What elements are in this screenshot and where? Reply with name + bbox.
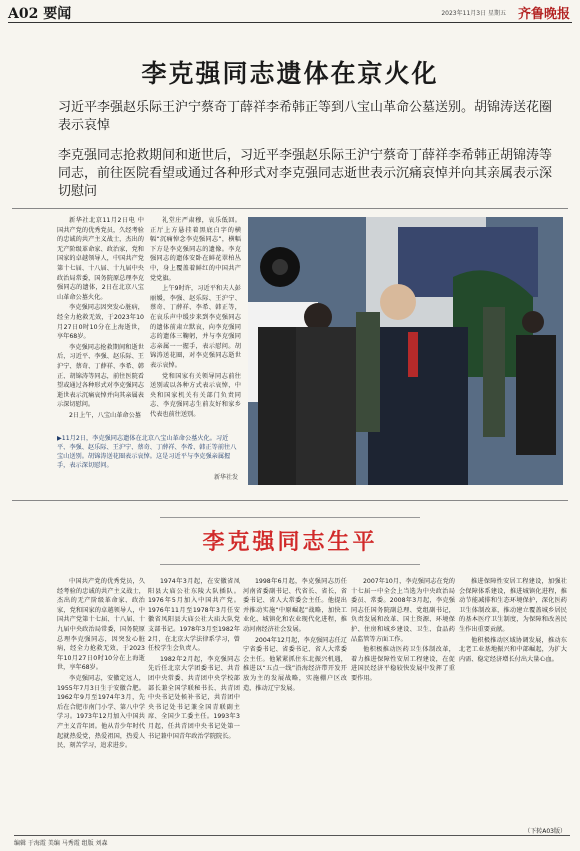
paragraph: 中国共产党的优秀党员，久经考验的忠诚的共产主义战士，杰出的无产阶级革命家、政治家，党和国家的卓越领导人，中国共产党第十七届、十八届、十九届中央政治局常委，国务院原总理李克强同志，因突发心脏病，经全力抢救无效，于2023年10月27日0时10分在上海逝世，享年68岁。 bbox=[57, 578, 145, 672]
paper-logo: 齐鲁晚报 bbox=[517, 7, 570, 22]
paragraph: 1982年2月起，李克强同志先后任北京大学团委书记、共青团中央常委、共青团中央学校部部长兼全国学联秘书长、共青团中央书记处候补书记，共青团中央书记处书记兼全国青联副主席、全国少工委主任。1993年3月起，任共青团中央书记处第一书记兼中国青年政治学院院长。 bbox=[148, 655, 240, 740]
paragraph: 2007年10月，李克强同志在党的十七届一中全会上当选为中央政治局委员、常委。2008年3月起，李克强同志任国务院副总理、党组副书记，负责发展和改革、国土资源、环境保护、住房和城乡建设、卫生、食品药品监管等方面工作。 bbox=[351, 578, 455, 643]
paragraph: 李克强同志因突发心脏病，经全力抢救无效，于2023年10月27日0时10分在上海逝世，享年68岁。 bbox=[57, 304, 144, 341]
news-photo bbox=[248, 217, 563, 485]
paragraph: 新华社北京11月2日电 中国共产党的优秀党员，久经考验的忠诚的共产主义战士，杰出的无产阶级革命家、政治家，党和国家的卓越领导人，中国共产党第十七届、十八届、十九届中央政治局常委，国务院原总理李克强同志的遗体，2日在北京八宝山革命公墓火化。 bbox=[57, 217, 144, 301]
paragraph: 他积极推动医药卫生体制改革，着力推进保障性安居工程建设，在促进国民经济平稳较快发展中发挥了重要作用。 bbox=[351, 646, 455, 682]
article-column-2 bbox=[150, 216, 241, 420]
divider bbox=[12, 208, 568, 209]
paragraph: 1974年3月起，在安徽省凤阳县大庙公社东陵大队插队。1976年5月加入中国共产党。1976年11月至1978年3月任安徽省凤阳县大庙公社大庙大队党支部书记。1978年3月至1982年2月，在北京大学法律系学习，曾任校学生会负责人。 bbox=[148, 578, 240, 653]
paragraph: 李克强同志，安徽定远人，1955年7月3日生于安徽合肥。1962年9月至1974年3月，先后在合肥市南门小学、第八中学学习。1973年12月加入中国共产主义青年团。他从青少年时代起就热爱党，热爱祖国，热爱人民，刻苦学习，追求进步。 bbox=[57, 674, 145, 750]
paragraph: 他积极推动区域协调发展，推动东北老工业基地振兴和中部崛起，为扩大内需、稳定经济增长付出大量心血。 bbox=[459, 636, 567, 663]
paragraph: 2004年12月起，李克强同志任辽宁省委书记、省委书记、省人大常委会主任。他紧紧抓住东北振兴机遇，推进以“五点一线”沿海经济带开发开放为主的发展战略，实施棚户区改造，推动辽宁发展。 bbox=[243, 636, 347, 692]
paragraph: 党和国家有关领导同志前往送别或以各种方式表示哀悼，中央和国家机关有关部门负责同志、李克强同志生前友好和家乡代表也前往送别。 bbox=[150, 372, 241, 418]
bio-column-3 bbox=[243, 577, 347, 694]
bio-column-4 bbox=[351, 577, 455, 685]
paragraph: 1998年6月起，李克强同志历任河南省委副书记、代省长、省长，省委书记、省人大常委会主任。他提出并推动实施“中原崛起”战略，加快工业化、城镇化和农业现代化进程，推动河南经济社会发展。 bbox=[243, 578, 347, 633]
editor-credits: 编辑 于海霞 美编 马秀霞 组版 刘森 bbox=[14, 840, 108, 847]
subhead-2: 李克强同志抢救期间和逝世后，习近平李强赵乐际王沪宁蔡奇丁薛祥李希韩正胡锦涛等同志，前往医院看望或通过各种形式对李克强同志逝世表示沉痛哀悼并向其亲属表示深切慰问 bbox=[58, 148, 553, 199]
continued-note: （下转A03版） bbox=[524, 828, 566, 835]
subhead-1: 习近平李强赵乐际王沪宁蔡奇丁薛祥李希韩正等到八宝山革命公墓送别。胡锦涛送花圈表示哀悼 bbox=[58, 100, 553, 133]
headline: 李克强同志遗体在京火化 bbox=[141, 59, 439, 88]
bio-column-5 bbox=[459, 577, 567, 665]
article-column-1 bbox=[57, 216, 144, 421]
paragraph: 李克强同志抢救期间和逝世后，习近平、李强、赵乐际、王沪宁、蔡奇、丁薛祥、李希、韩正、胡锦涛等同志，前往医院看望或通过各种形式对李克强同志逝世表示沉痛哀悼并向其亲属表示深切慰问。 bbox=[57, 343, 144, 409]
paragraph: 上午9时许，习近平和夫人彭丽媛，李强、赵乐际、王沪宁、蔡奇、丁薛祥、李希、韩正等，在哀乐声中缓步来到李克强同志的遗体前肃立默哀，向李克强同志的遗体三鞠躬，并与李克强同志亲属一一握手，表示慰问。胡锦涛送花圈，对李克强同志逝世表示哀悼。 bbox=[150, 285, 241, 369]
page-label: A02 要闻 bbox=[8, 6, 72, 22]
paragraph: 推进保障性安居工程建设，加强社会保障体系建设，推进城镇化进程，推动节能减排和生态环境保护，深化医药卫生体制改革，推动建立覆盖城乡居民的基本医疗卫生制度，为保障和改善民生作出重要贡献。 bbox=[459, 578, 567, 633]
paragraph: 2日上午，八宝山革命公墓 bbox=[69, 411, 141, 419]
photo-caption: ▶11月2日，李克强同志遗体在北京八宝山革命公墓火化。习近平、李强、赵乐际、王沪宁、蔡奇、丁薛祥、李希、韩正等前往八宝山送别。胡锦涛送花圈表示哀悼。这是习近平与李克强亲属握手，表示深切慰问。 bbox=[57, 435, 237, 469]
page-header bbox=[8, 2, 572, 23]
page-footer bbox=[14, 835, 570, 847]
paragraph: 礼堂庄严肃穆，哀乐低回。正厅上方悬挂着黑底白字的横幅“沉痛悼念李克强同志”，横幅下方是李克强同志的遗像。李克强同志的遗体安卧在鲜花翠柏丛中，身上覆盖着鲜红的中国共产党党旗。 bbox=[150, 217, 241, 282]
bio-column-1 bbox=[57, 577, 145, 752]
divider bbox=[12, 500, 568, 501]
photo-credit: 新华社发 bbox=[214, 474, 239, 481]
date-line: 2023年11月3日 星期五 bbox=[441, 10, 506, 17]
bio-column-2 bbox=[148, 577, 240, 742]
bio-title: 李克强同志生平 bbox=[202, 529, 378, 555]
